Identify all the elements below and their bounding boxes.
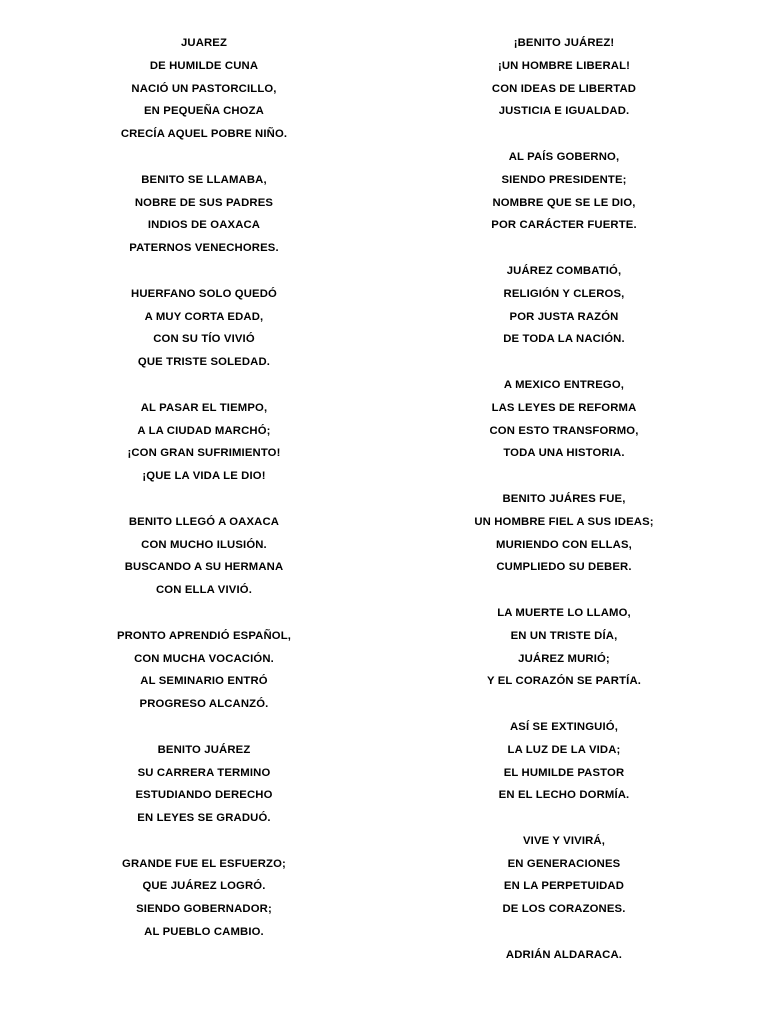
poem-line: SIENDO GOBERNADOR; bbox=[136, 903, 272, 916]
stanza-break bbox=[96, 830, 312, 853]
stanza-break bbox=[454, 237, 674, 260]
stanza-break bbox=[96, 602, 312, 625]
poem-left-column bbox=[96, 32, 312, 944]
poem-line: LAS LEYES DE REFORMA bbox=[491, 401, 637, 414]
poem-line: EL HUMILDE PASTOR bbox=[503, 766, 625, 779]
poem-line: EN LA PERPETUIDAD bbox=[503, 880, 625, 893]
stanza-break bbox=[96, 374, 312, 397]
poem-line: ¡UN HOMBRE LIBERAL! bbox=[497, 59, 631, 72]
poem-line: EN GENERACIONES bbox=[507, 857, 621, 870]
stanza-break bbox=[96, 488, 312, 511]
poem-line: EN LEYES SE GRADUÓ. bbox=[137, 812, 271, 825]
poem-line: MURIENDO CON ELLAS, bbox=[496, 538, 632, 551]
poem-line: SIENDO PRESIDENTE; bbox=[501, 173, 627, 186]
poem-line: POR CARÁCTER FUERTE. bbox=[491, 219, 637, 232]
stanza-break bbox=[454, 807, 674, 830]
poem-line: CON SU TÍO VIVIÓ bbox=[153, 333, 255, 346]
poem-line: CON MUCHA VOCACIÓN. bbox=[134, 652, 274, 665]
poem-line: JUAREZ bbox=[180, 37, 228, 49]
poem-line: ESTUDIANDO DERECHO bbox=[135, 789, 273, 802]
stanza-break bbox=[454, 579, 674, 602]
poem-line: JUÁREZ MURIÓ; bbox=[518, 652, 610, 665]
poem-line: RELIGIÓN Y CLEROS, bbox=[503, 287, 625, 300]
stanza-break bbox=[454, 465, 674, 488]
poem-line: BENITO JUÁREZ bbox=[157, 743, 251, 756]
poem-line: BENITO LLEGÓ A OAXACA bbox=[128, 515, 280, 528]
poem-line: DE TODA LA NACIÓN. bbox=[503, 333, 625, 346]
poem-line: EN UN TRISTE DÍA, bbox=[510, 629, 618, 642]
poem-line: NOBRE DE SUS PADRES bbox=[134, 196, 274, 209]
poem-line: CRECÍA AQUEL POBRE NIÑO. bbox=[120, 128, 288, 141]
poem-line: CON MUCHO ILUSIÓN. bbox=[141, 538, 267, 551]
poem-line: POR JUSTA RAZÓN bbox=[509, 310, 619, 323]
poem-line: BENITO JUÁRES FUE, bbox=[502, 492, 626, 505]
poem-line: INDIOS DE OAXACA bbox=[147, 219, 261, 232]
poem-line: EN EL LECHO DORMÍA. bbox=[498, 789, 630, 802]
poem-line: PROGRESO ALCANZÓ. bbox=[139, 698, 269, 711]
poem-line: QUE TRISTE SOLEDAD. bbox=[137, 356, 271, 369]
stanza-break bbox=[454, 351, 674, 374]
poem-line: JUSTICIA E IGUALDAD. bbox=[498, 105, 630, 118]
poem-line: AL PUEBLO CAMBIO. bbox=[144, 926, 264, 939]
poem-line: CON IDEAS DE LIBERTAD bbox=[491, 82, 637, 95]
poem-line: A LA CIUDAD MARCHÓ; bbox=[137, 424, 271, 437]
poem-line: ADRIÁN ALDARACA. bbox=[505, 948, 623, 961]
poem-line: BUSCANDO A SU HERMANA bbox=[124, 561, 284, 574]
stanza-break bbox=[454, 693, 674, 716]
poem-line: CUMPLIEDO SU DEBER. bbox=[496, 561, 632, 574]
poem-line: PATERNOS VENECHORES. bbox=[129, 242, 279, 255]
poem-line: PRONTO APRENDIÓ ESPAÑOL, bbox=[116, 629, 292, 642]
poem-line: LA MUERTE LO LLAMO, bbox=[497, 606, 631, 619]
stanza-break bbox=[454, 123, 674, 146]
poem-line: DE LOS CORAZONES. bbox=[502, 903, 626, 916]
poem-line: ¡QUE LA VIDA LE DIO! bbox=[142, 470, 266, 483]
poem-line: ¡BENITO JUÁREZ! bbox=[513, 37, 615, 49]
poem-line: A MUY CORTA EDAD, bbox=[144, 310, 264, 323]
poem-line: ASÍ SE EXTINGUIÓ, bbox=[509, 720, 618, 733]
poem-line: EN PEQUEÑA CHOZA bbox=[144, 105, 264, 118]
poem-line: BENITO SE LLAMABA, bbox=[141, 173, 267, 186]
poem-line: A MEXICO ENTREGO, bbox=[503, 378, 625, 391]
stanza-break bbox=[454, 921, 674, 944]
poem-line: NOMBRE QUE SE LE DIO, bbox=[492, 196, 636, 209]
poem-line: QUE JUÁREZ LOGRÓ. bbox=[142, 880, 266, 893]
poem-line: UN HOMBRE FIEL A SUS IDEAS; bbox=[474, 515, 654, 528]
poem-line: ¡CON GRAN SUFRIMIENTO! bbox=[127, 447, 281, 460]
poem-line: TODA UNA HISTORIA. bbox=[503, 447, 625, 460]
poem-line: CON ESTO TRANSFORMO, bbox=[489, 424, 639, 437]
stanza-break bbox=[96, 260, 312, 283]
poem-line: Y EL CORAZÓN SE PARTÍA. bbox=[486, 675, 642, 688]
poem-line: HUERFANO SOLO QUEDÓ bbox=[131, 287, 277, 300]
poem-line: DE HUMILDE CUNA bbox=[149, 59, 259, 72]
poem-line: LA LUZ DE LA VIDA; bbox=[507, 743, 621, 756]
poem-right-column bbox=[454, 32, 674, 967]
poem-line: AL PASAR EL TIEMPO, bbox=[140, 401, 268, 414]
poem-line: SU CARRERA TERMINO bbox=[137, 766, 271, 779]
poem-line: JUÁREZ COMBATIÓ, bbox=[506, 264, 622, 277]
stanza-break bbox=[96, 716, 312, 739]
poem-line: GRANDE FUE EL ESFUERZO; bbox=[122, 857, 286, 870]
poem-line: AL PAÍS GOBERNO, bbox=[508, 150, 620, 163]
poem-line: AL SEMINARIO ENTRÓ bbox=[140, 675, 268, 688]
stanza-break bbox=[96, 146, 312, 169]
poem-line: VIVE Y VIVIRÁ, bbox=[522, 834, 606, 847]
poem-line: NACIÓ UN PASTORCILLO, bbox=[131, 82, 277, 95]
poem-line: CON ELLA VIVIÓ. bbox=[156, 584, 252, 597]
